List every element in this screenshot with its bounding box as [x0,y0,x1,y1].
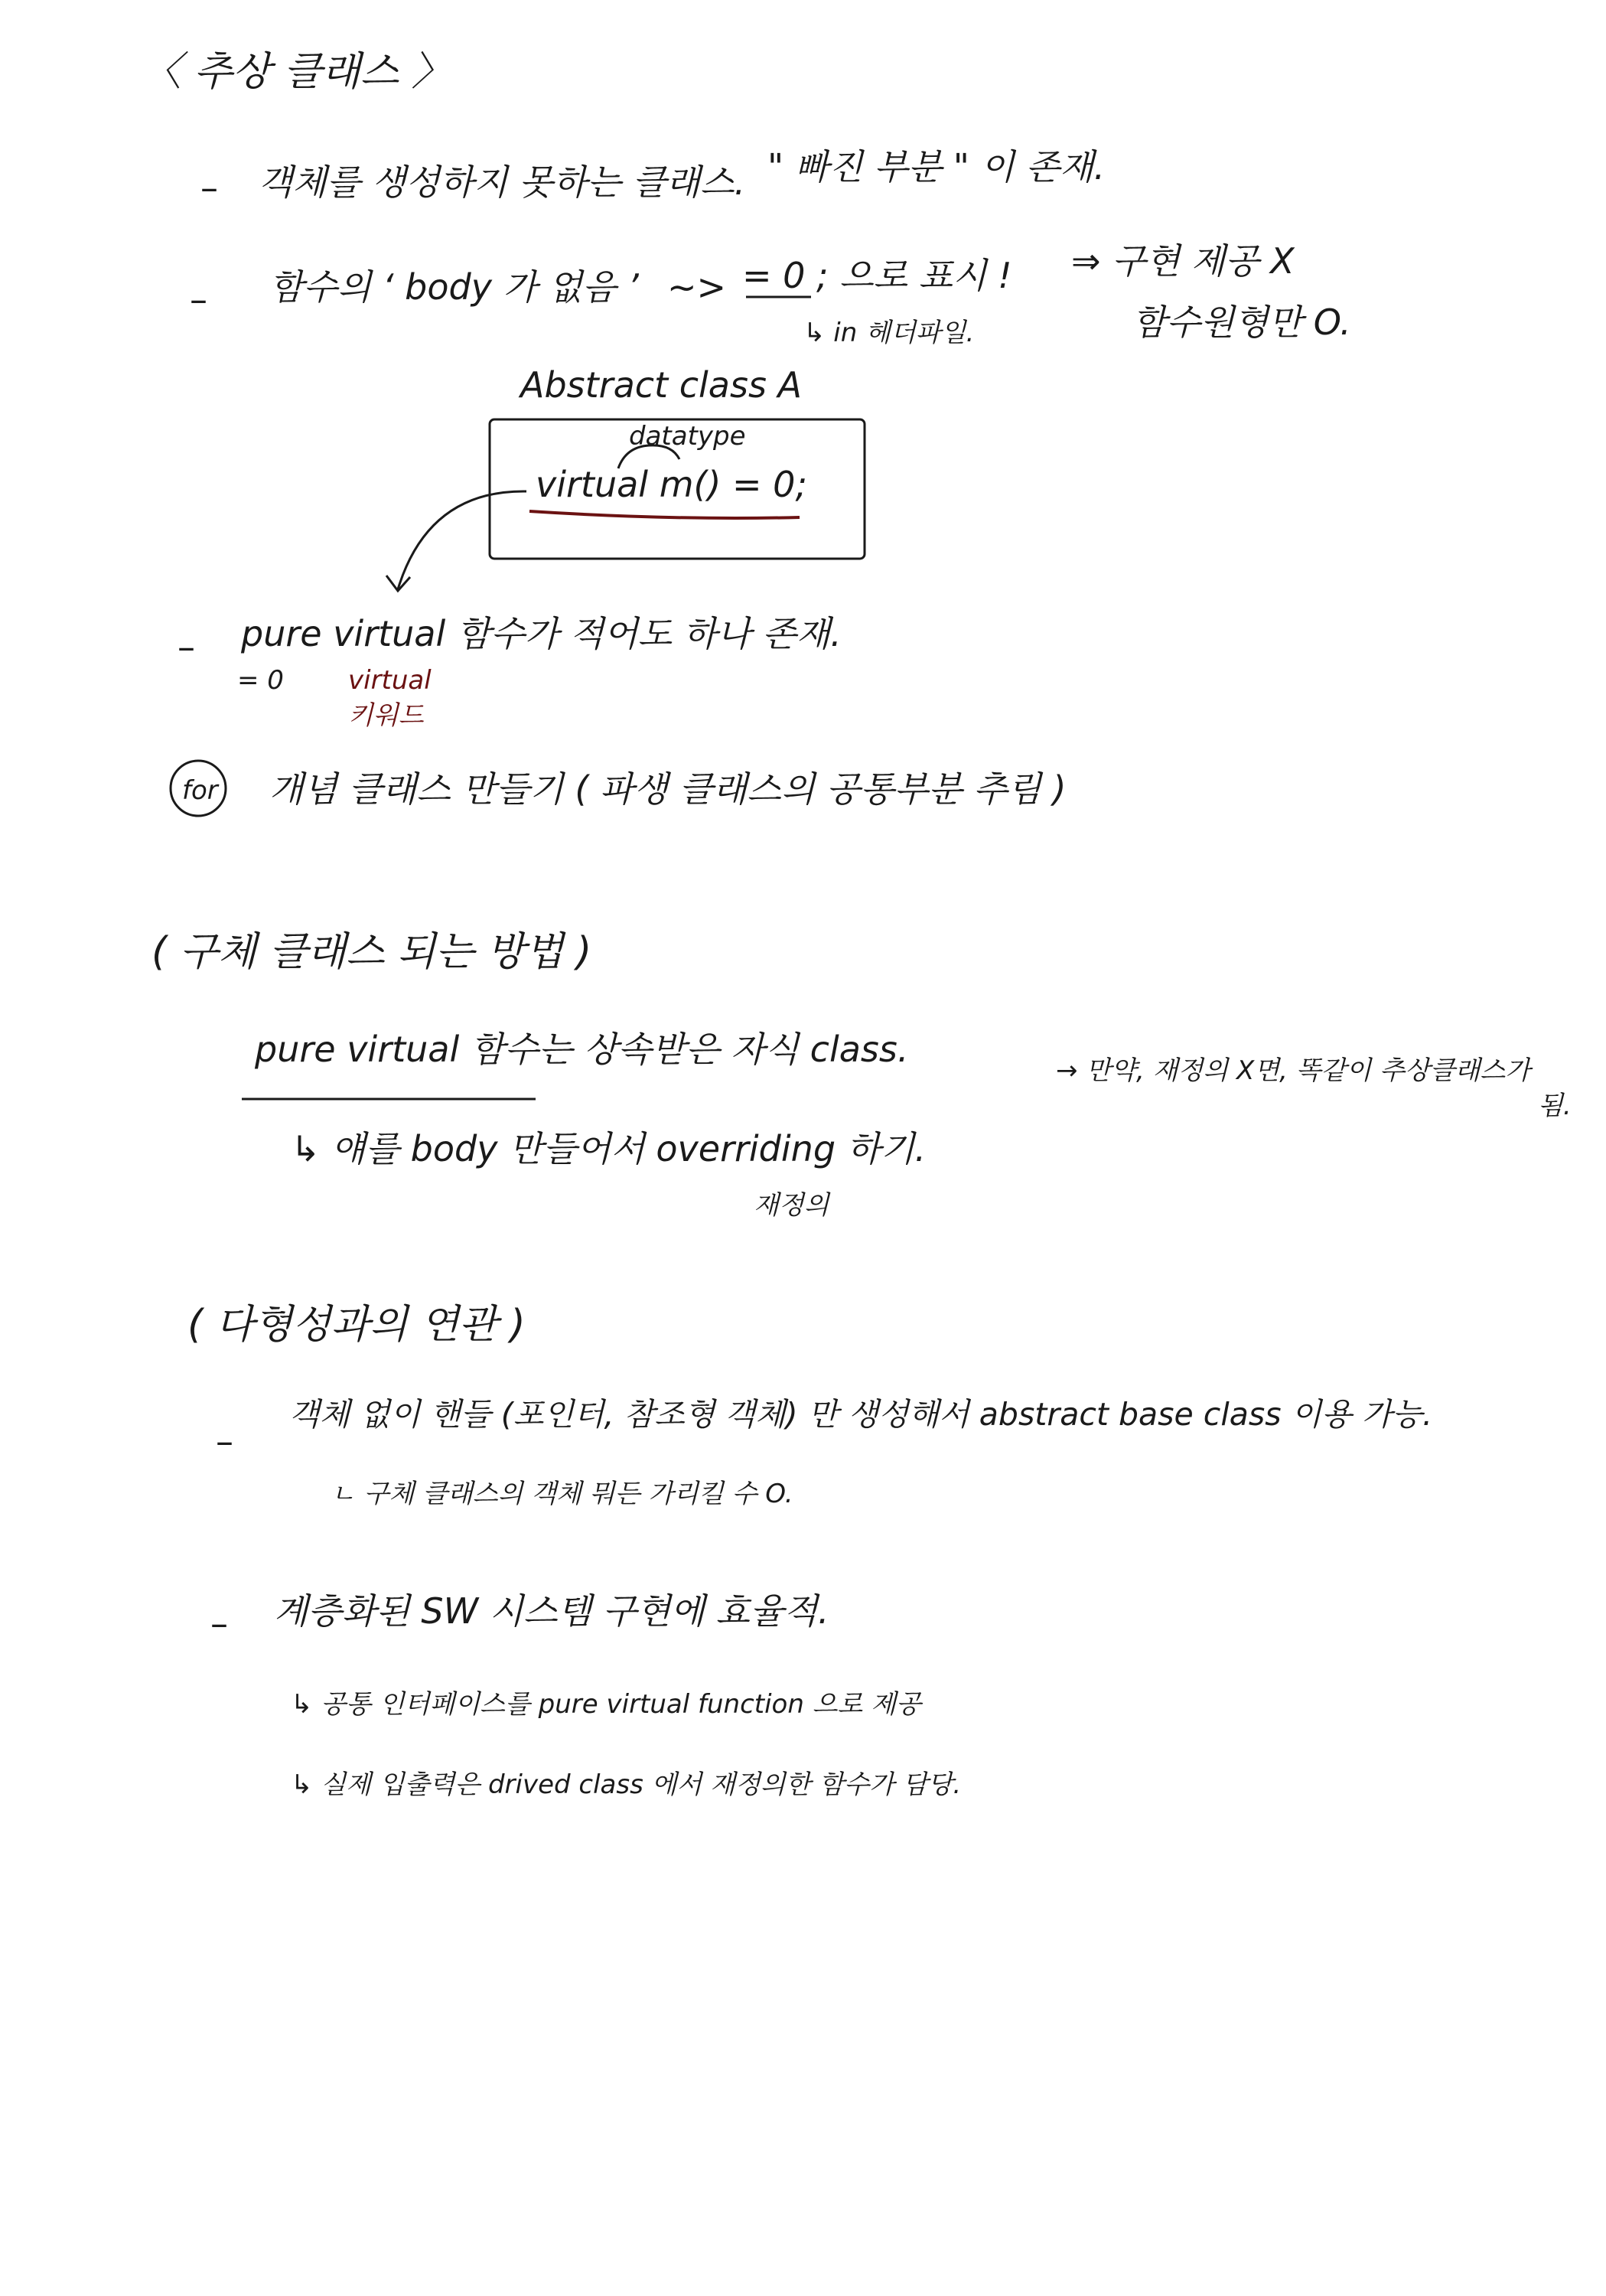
concrete-line-2: ↳ 얘를 body 만들어서 overriding 하기. [291,1128,927,1169]
bullet-dash: – [210,1603,228,1644]
section-heading-concrete: ( 구체 클래스 되는 방법 ) [151,929,592,975]
concrete-line-1: pure virtual 함수는 상속받은 자식 class. [255,1029,909,1070]
datatype-label: datatype [629,421,746,452]
polymorphism-line-2-sub-1: ↳ 공통 인터페이스를 pure virtual function 으로 제공 [291,1689,921,1720]
keyword-label: 키워드 [348,700,424,731]
header-file-note: ↳ in 헤더파일. [803,318,975,348]
wave-arrow: ~> [667,266,727,308]
curve-arrow [398,491,526,589]
for-circle-label: for [182,775,218,806]
abstract-line-1-quote: " 빠진 부분 " 이 존재. [767,146,1106,188]
section-heading-polymorphism: ( 다형성과의 연관 ) [187,1302,526,1348]
polymorphism-line-2: 계층화된 SW 시스템 구현에 효율적. [274,1590,829,1632]
concrete-side-note-end: 됨. [1538,1091,1572,1121]
concrete-side-note: → 만약, 재정의 X면, 똑같이 추상클래스가 [1056,1055,1531,1086]
bullet-dash: – [216,1420,233,1462]
pure-marker-text: = 0 ; 으로 표시 ! [742,255,1012,296]
polymorphism-line-2-sub-2: ↳ 실제 입출력은 drived class 에서 재정의한 함수가 담당. [291,1769,962,1800]
polymorphism-line-1: 객체 없이 핸들 (포인터, 참조형 객체) 만 생성해서 abstract base class 이용 가능. [289,1396,1433,1433]
class-box [490,419,865,559]
for-circle [171,761,226,816]
diagram-title: Abstract class A [520,364,802,406]
no-implementation-note: ⇒ 구현 제공 X [1071,240,1295,282]
bullet-dash: – [178,626,195,667]
datatype-brace [618,445,679,468]
pure-virtual-line: pure virtual 함수가 적어도 하나 존재. [241,613,842,654]
bullet-dash: – [190,279,207,320]
polymorphism-line-1-sub: ㄴ 구체 클래스의 객체 뭐든 가리킬 수 O. [331,1479,793,1509]
abstract-line-2: 함수의 ‘ body 가 없음 ’ [269,266,639,308]
virtual-keyword-label: virtual [348,665,432,696]
redefine-label: 재정의 [754,1190,829,1221]
for-line: 개념 클래스 만들기 ( 파생 클래스의 공통부분 추림 ) [269,768,1067,810]
prototype-only-note: 함수원형만 O. [1132,302,1351,343]
code-underline [529,511,800,518]
abstract-line-1: 객체를 생성하지 못하는 클래스. [259,161,746,203]
equals-zero-label: = 0 [237,665,284,696]
bullet-dash: – [200,167,218,208]
section-heading-abstract: 〈 추상 클래스 〉 [142,49,451,95]
virtual-code: virtual m() = 0; [536,464,807,505]
